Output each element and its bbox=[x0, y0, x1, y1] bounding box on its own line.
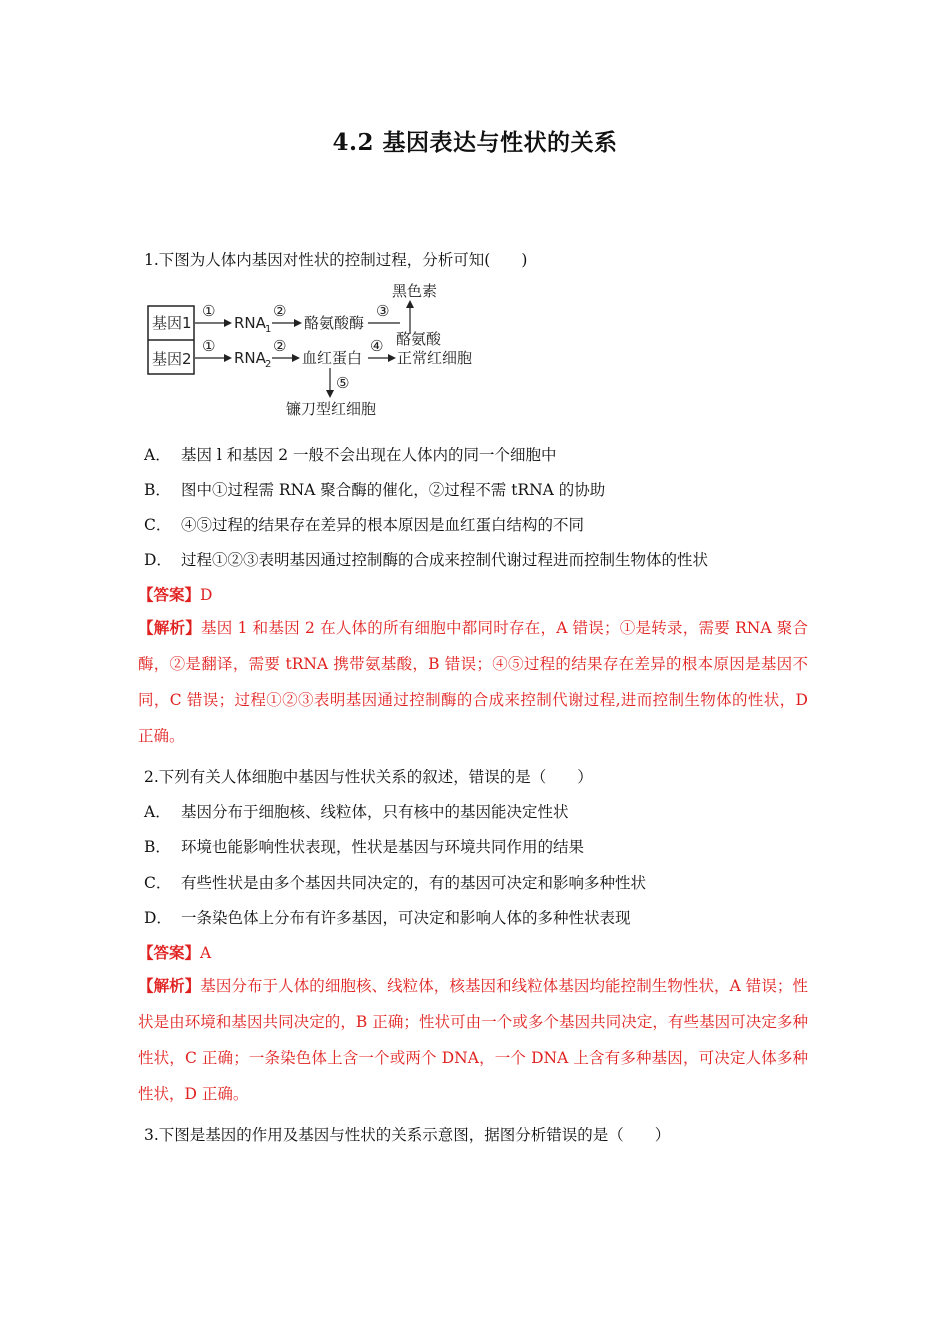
tyrosine-label: 酪氨酸 bbox=[396, 330, 442, 348]
q2-stem: 2.下列有关人体细胞中基因与性状关系的叙述，错误的是（ ） bbox=[144, 768, 593, 786]
q1-answer bbox=[138, 583, 212, 605]
rna2-subscript: 2 bbox=[265, 359, 272, 370]
q2-analysis bbox=[138, 968, 808, 1112]
page-title: 4.2 基因表达与性状的关系 bbox=[332, 129, 618, 156]
rna1-subscript: 1 bbox=[265, 324, 272, 335]
arrowhead bbox=[224, 319, 232, 327]
option-letter: B． bbox=[144, 838, 171, 856]
sickle-rbc-label: 镰刀型红细胞 bbox=[286, 400, 377, 418]
answer-value: A bbox=[200, 944, 212, 962]
answer-tag: 【答案】 bbox=[138, 943, 201, 962]
option-letter: D． bbox=[144, 551, 172, 569]
normal-rbc-label: 正常红细胞 bbox=[397, 349, 473, 367]
step4-label: ④ bbox=[370, 337, 384, 355]
analysis-text: 基因分布于人体的细胞核、线粒体，核基因和线粒体基因均能控制生物性状，A 错误；性状是由环境和基因共同决定的，B 正确；性状可由一个或多个基因共同决定，有些基因可决定多种性状，C 正确；一条染色体上含一个或两个 DNA，一个 DNA 上含有多种基因，可决定人体多种性状，D 正确。 bbox=[138, 977, 808, 1103]
q2-option-c[interactable] bbox=[144, 871, 646, 893]
option-letter: D． bbox=[144, 909, 172, 927]
step2-label-row1: ② bbox=[273, 302, 287, 320]
option-text: 环境也能影响性状表现，性状是基因与环境共同作用的结果 bbox=[181, 838, 585, 856]
enzyme-label: 酪氨酸酶 bbox=[304, 314, 365, 332]
step1-label-row2: ① bbox=[202, 337, 216, 355]
hemoglobin-label: 血红蛋白 bbox=[302, 349, 363, 367]
q1-option-d[interactable] bbox=[144, 548, 708, 570]
option-letter: A． bbox=[144, 446, 171, 464]
option-text: 图中①过程需 RNA 聚合酶的催化，②过程不需 tRNA 的协助 bbox=[181, 481, 606, 499]
q2-answer bbox=[138, 941, 211, 963]
gene1-label: 基因1 bbox=[152, 314, 192, 332]
step2-label-row2: ② bbox=[273, 337, 287, 355]
q2-option-a[interactable] bbox=[144, 800, 569, 822]
q1-option-b[interactable] bbox=[144, 478, 605, 500]
q1-option-a[interactable] bbox=[144, 443, 557, 465]
option-text: 有些性状是由多个基因共同决定的，有的基因可决定和影响多种性状 bbox=[181, 874, 647, 892]
option-letter: C． bbox=[144, 874, 172, 892]
q2-option-d[interactable] bbox=[144, 906, 631, 928]
arrowhead bbox=[388, 354, 396, 362]
option-text: 基因分布于细胞核、线粒体，只有核中的基因能决定性状 bbox=[181, 803, 569, 821]
arrowhead bbox=[292, 354, 300, 362]
option-text: 基因 l 和基因 2 一般不会出现在人体内的同一个细胞中 bbox=[181, 446, 557, 464]
option-text: ④⑤过程的结果存在差异的根本原因是血红蛋白结构的不同 bbox=[181, 516, 585, 534]
step3-label: ③ bbox=[376, 302, 390, 320]
analysis-text: 基因 1 和基因 2 在人体的所有细胞中都同时存在，A 错误；①是转录，需要 RNA 聚合酶，②是翻译，需要 tRNA 携带氨基酸，B 错误；④⑤过程的结果存在差异的根本原因是基因不同，C 错误；过程①②③表明基因通过控制酶的合成来控制代谢过程,进而控制生物体的性状，D 正确。 bbox=[138, 619, 808, 745]
rna1-label: RNA bbox=[234, 314, 266, 332]
q1-stem: 1.下图为人体内基因对性状的控制过程，分析可知( ) bbox=[144, 251, 528, 269]
answer-tag: 【答案】 bbox=[138, 585, 201, 604]
arrowhead bbox=[326, 390, 334, 398]
option-letter: A． bbox=[144, 803, 171, 821]
gene2-label: 基因2 bbox=[152, 350, 192, 368]
analysis-tag: 【解析】 bbox=[138, 618, 201, 637]
step5-label: ⑤ bbox=[336, 374, 350, 392]
analysis-tag: 【解析】 bbox=[138, 976, 201, 995]
arrowhead bbox=[224, 354, 232, 362]
arrowhead bbox=[294, 319, 302, 327]
q2-option-b[interactable] bbox=[144, 835, 584, 857]
q1-analysis bbox=[138, 610, 808, 754]
rna2-label: RNA bbox=[234, 349, 266, 367]
diagram-svg bbox=[146, 282, 486, 422]
q3-stem: 3.下图是基因的作用及基因与性状的关系示意图，据图分析错误的是（ ） bbox=[144, 1126, 671, 1144]
step1-label-row1: ① bbox=[202, 302, 216, 320]
option-text: 过程①②③表明基因通过控制酶的合成来控制代谢过程进而控制生物体的性状 bbox=[181, 551, 709, 569]
q1-option-c[interactable] bbox=[144, 513, 584, 535]
melanin-label: 黑色素 bbox=[392, 282, 438, 300]
option-text: 一条染色体上分布有许多基因，可决定和影响人体的多种性状表现 bbox=[181, 909, 631, 927]
option-letter: C． bbox=[144, 516, 172, 534]
option-letter: B． bbox=[144, 481, 171, 499]
gene-control-diagram bbox=[146, 282, 486, 422]
arrowhead bbox=[406, 300, 414, 308]
answer-value: D bbox=[200, 586, 213, 604]
